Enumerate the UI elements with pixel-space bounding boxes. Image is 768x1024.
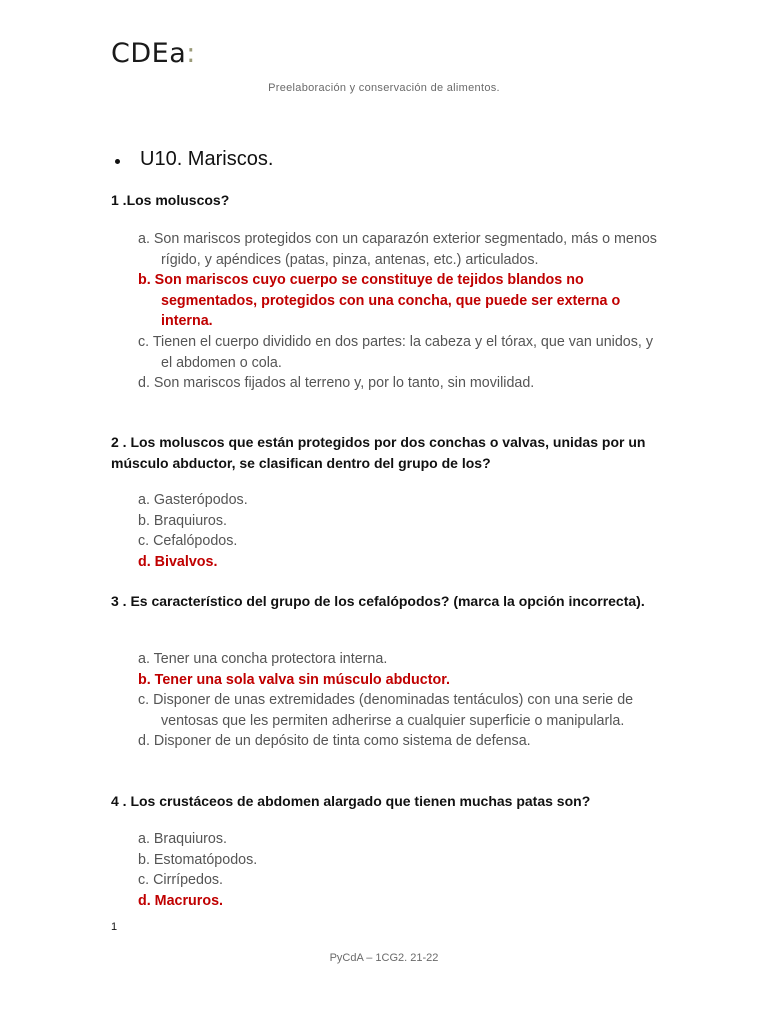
question-4-option-c: c. Cirrípedos. — [138, 872, 224, 889]
question-1-options — [138, 229, 658, 394]
question-1-title: 1 .Los moluscos? — [111, 192, 230, 208]
unit-heading — [115, 148, 273, 171]
page-number: 1 — [111, 921, 118, 933]
question-2-options — [138, 490, 658, 572]
question-2-option-c: c. Cefalópodos. — [138, 533, 238, 550]
question-1-option-c: c. Tienen el cuerpo dividido en dos partes: la cabeza y el tórax, que van unidos, y el abdomen o cola. — [138, 333, 654, 371]
logo-text: CDEa — [111, 38, 187, 69]
question-1-option-b: b. Son mariscos cuyo cuerpo se constituye de tejidos blandos no segmentados, protegidos con una concha, que puede ser externa o interna. — [138, 272, 621, 330]
question-3-options — [138, 649, 658, 752]
question-4-option-b: b. Estomatópodos. — [138, 851, 258, 868]
question-2-option-b: b. Braquiuros. — [138, 512, 228, 529]
question-3-option-b: b. Tener una sola valva sin músculo abductor. — [138, 671, 450, 688]
question-3-title: 3 . Es característico del grupo de los cefalópodos? (marca la opción incorrecta). — [111, 593, 645, 609]
question-3-option-d: d. Disponer de un depósito de tinta como sistema de defensa. — [138, 733, 531, 750]
question-2-title: 2 . Los moluscos que están protegidos por dos conchas o valvas, unidas por un músculo abductor, se clasifican dentro del grupo de los? — [111, 434, 646, 471]
question-2-option-a: a. Gasterópodos. — [138, 492, 248, 508]
question-1-option-d: d. Son mariscos fijados al terreno y, por lo tanto, sin movilidad. — [138, 375, 535, 392]
bullet-icon — [115, 159, 120, 164]
question-4-title: 4 . Los crustáceos de abdomen alargado que tienen muchas patas son? — [111, 793, 591, 809]
question-4-options — [138, 829, 658, 911]
cdea-logo — [111, 38, 196, 69]
question-1-option-a: a. Son mariscos protegidos con un caparazón exterior segmentado, más o menos rígido, y apéndices (patas, pinza, antenas, etc.) articulados. — [138, 231, 657, 268]
question-4-option-d: d. Macruros. — [138, 892, 224, 909]
question-2-option-d: d. Bivalvos. — [138, 553, 218, 570]
question-3-option-a: a. Tener una concha protectora interna. — [138, 651, 388, 667]
question-4-option-a: a. Braquiuros. — [138, 831, 228, 847]
page-footer: PyCdA – 1CG2. 21-22 — [329, 952, 439, 964]
unit-title: U10. Mariscos. — [140, 148, 274, 170]
document-subtitle: Preelaboración y conservación de alimentos. — [268, 82, 500, 94]
question-3-option-c: c. Disponer de unas extremidades (denominadas tentáculos) con una serie de ventosas que les permiten adherirse a cualquier superficie o manipularla. — [138, 692, 634, 729]
logo-colon: : — [186, 38, 196, 69]
